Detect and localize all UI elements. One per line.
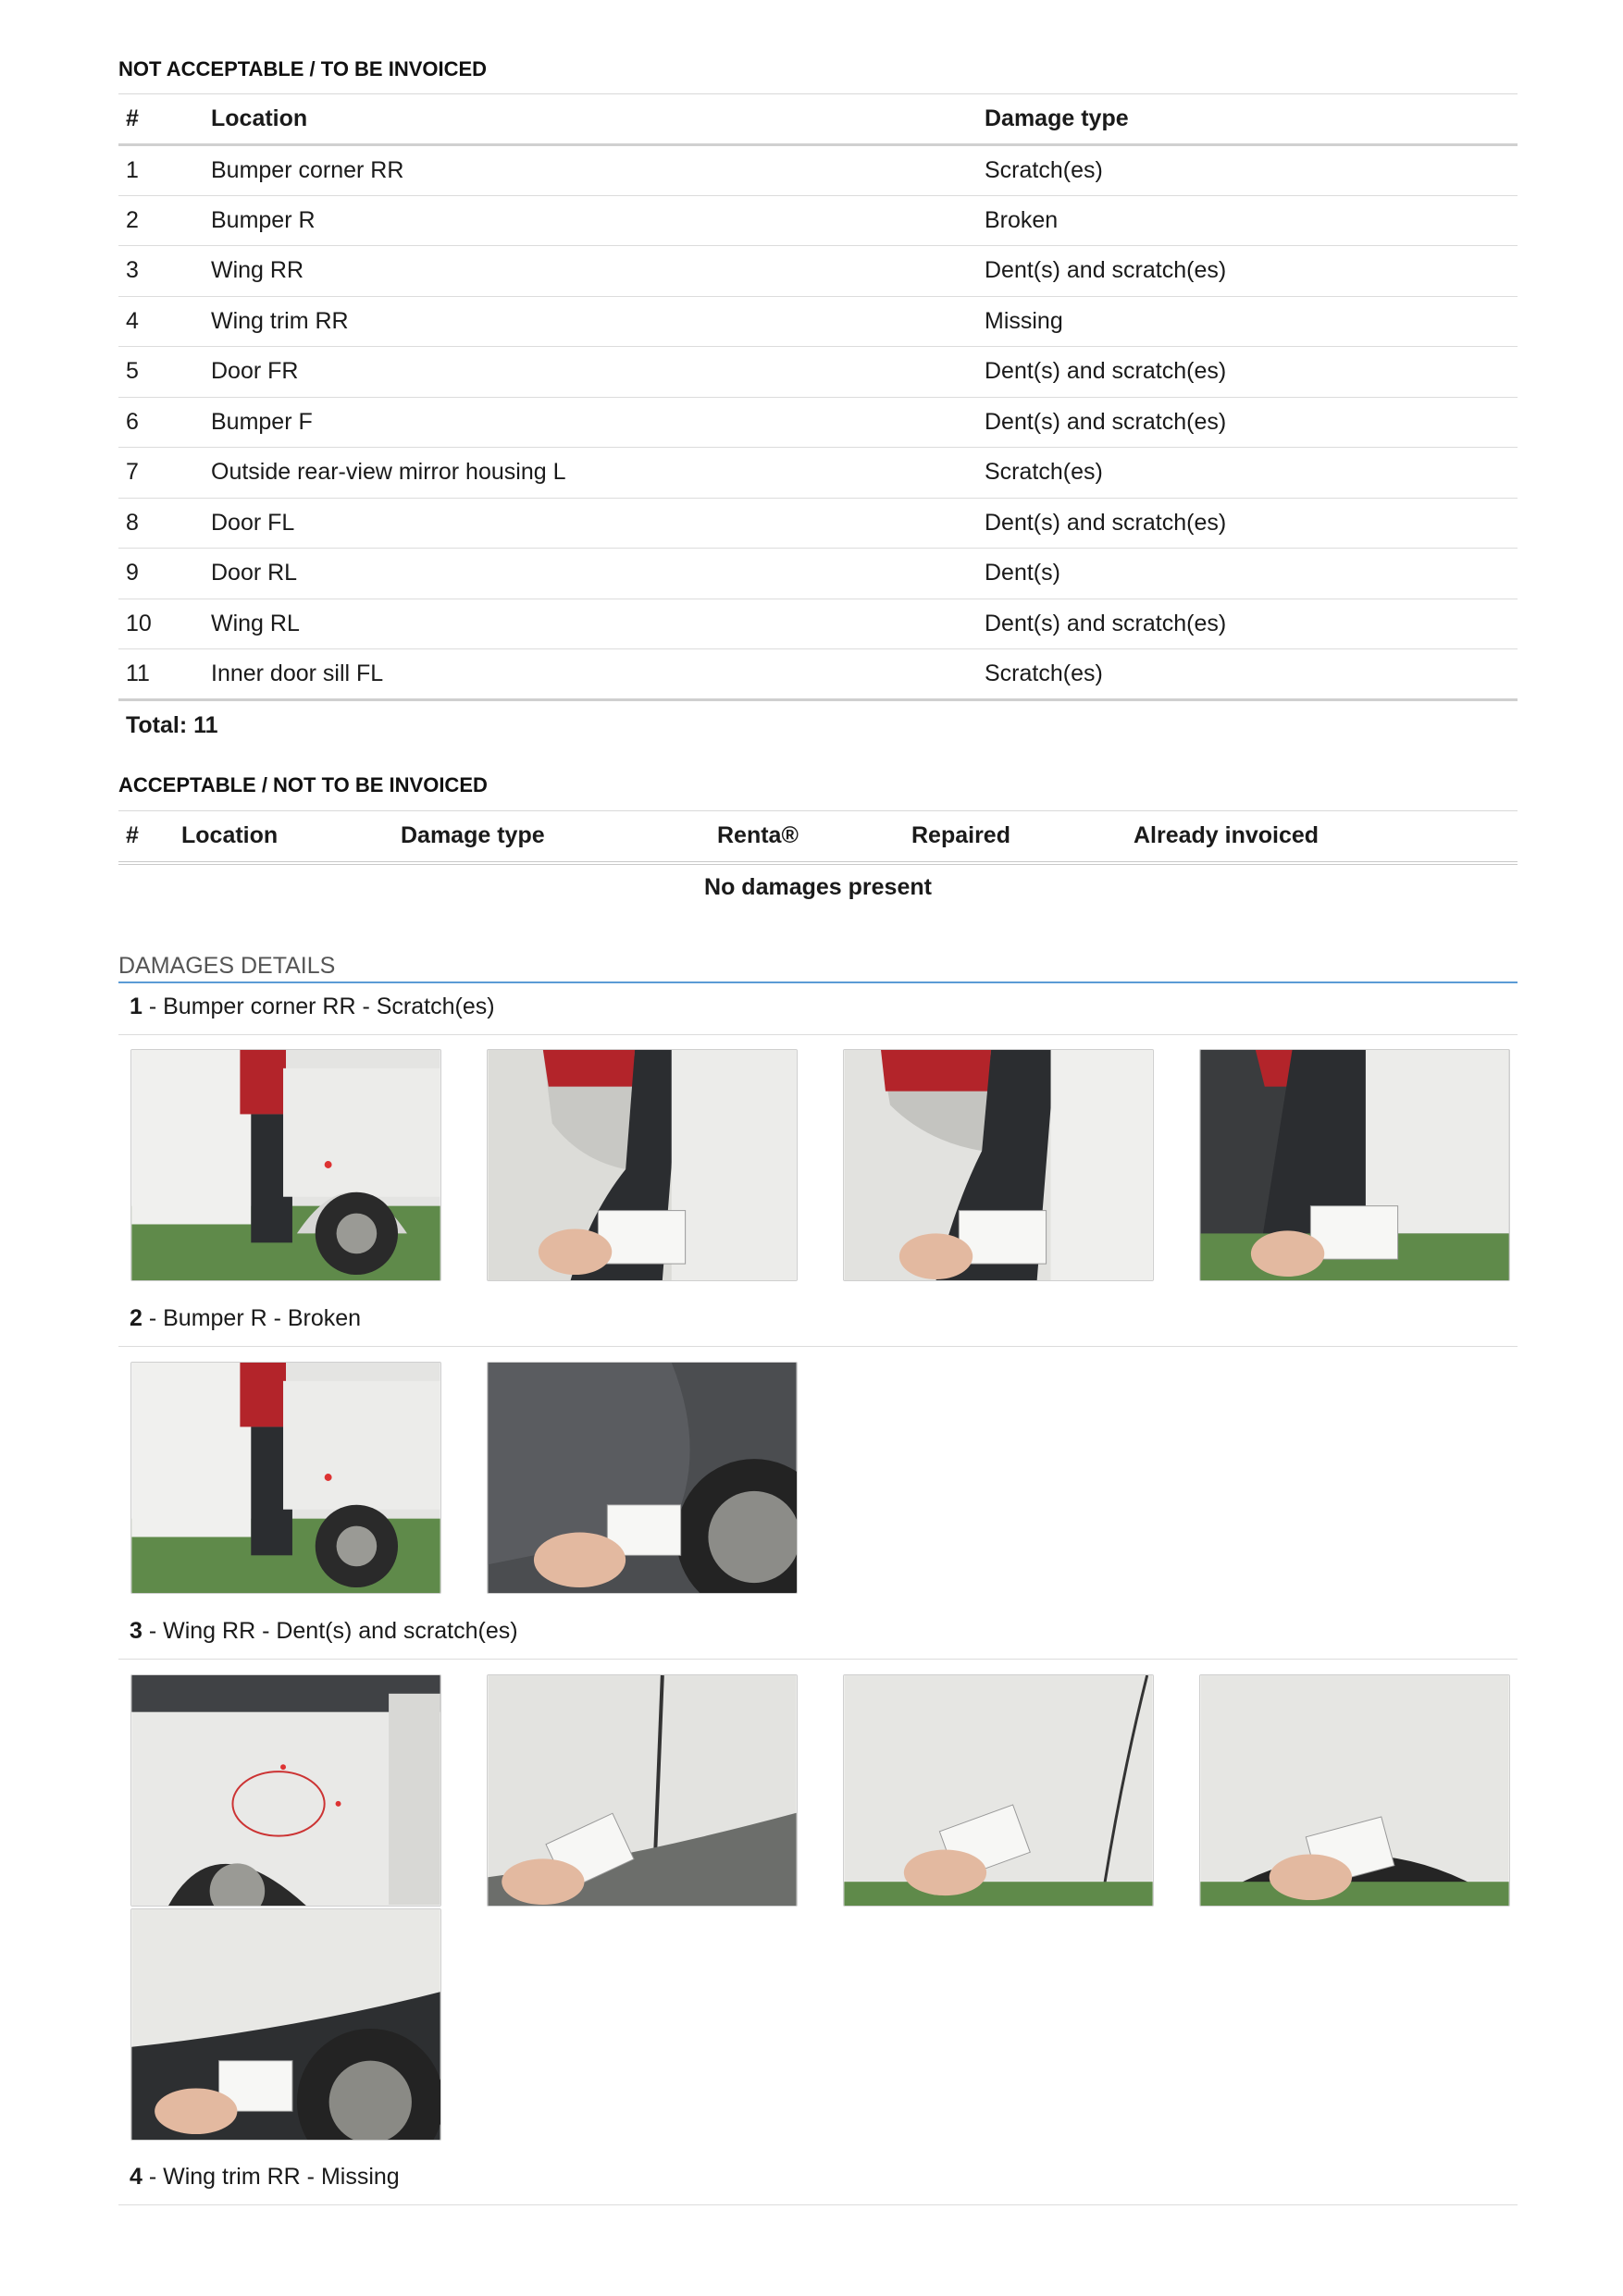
table-row	[118, 448, 1518, 499]
cell-location: Inner door sill FL	[204, 649, 977, 700]
cell-location: Outside rear-view mirror housing L	[204, 448, 977, 499]
cell-damage-type: Dent(s) and scratch(es)	[977, 397, 1518, 448]
cell-number: 7	[118, 448, 204, 499]
table-row	[118, 347, 1518, 398]
damage-3-photo-closeup-2[interactable]	[843, 1674, 1154, 1907]
column-header-repaired: Repaired	[904, 811, 1126, 863]
cell-number: 10	[118, 599, 204, 649]
cell-damage-type: Broken	[977, 195, 1518, 246]
table-row	[118, 649, 1518, 700]
invoiced-damages-body	[118, 145, 1518, 700]
table-header-row	[118, 94, 1518, 145]
damages-details-title: DAMAGES DETAILS	[118, 953, 1518, 983]
cell-location: Bumper F	[204, 397, 977, 448]
wing-scratch-closeup-image	[844, 1675, 1153, 1906]
section-title-not-acceptable: NOT ACCEPTABLE / TO BE INVOICED	[118, 57, 488, 80]
cell-location: Wing RR	[204, 246, 977, 297]
van-side-overview-image	[131, 1675, 440, 1906]
acceptable-damages-table	[118, 810, 1518, 911]
table-header-row	[118, 811, 1518, 863]
damage-label: - Wing trim RR - Missing	[142, 2164, 400, 2190]
damage-3-photo-overview[interactable]	[130, 1674, 441, 1907]
damage-3-photo-closeup-3[interactable]	[1199, 1674, 1510, 1907]
damage-heading-3	[130, 1618, 518, 1645]
cell-damage-type: Dent(s)	[977, 549, 1518, 599]
cell-damage-type: Scratch(es)	[977, 649, 1518, 700]
cell-damage-type: Scratch(es)	[977, 145, 1518, 196]
cell-location: Bumper R	[204, 195, 977, 246]
cell-location: Door RL	[204, 549, 977, 599]
damage-2-photo-closeup[interactable]	[487, 1362, 798, 1594]
total-count: Total: 11	[126, 712, 218, 738]
cell-number: 5	[118, 347, 204, 398]
cell-number: 4	[118, 296, 204, 347]
damage-1-photo-closeup-2[interactable]	[843, 1049, 1154, 1281]
cell-number: 3	[118, 246, 204, 297]
bumper-corner-closeup-image	[1200, 1050, 1509, 1280]
cell-number: 8	[118, 498, 204, 549]
cell-damage-type: Dent(s) and scratch(es)	[977, 246, 1518, 297]
cell-number: 2	[118, 195, 204, 246]
van-rear-overview-image	[131, 1050, 440, 1280]
table-row	[118, 498, 1518, 549]
cell-damage-type: Dent(s) and scratch(es)	[977, 498, 1518, 549]
table-row	[118, 549, 1518, 599]
damage-2-photo-overview[interactable]	[130, 1362, 441, 1594]
damage-label: - Bumper corner RR - Scratch(es)	[142, 994, 495, 1019]
table-row	[118, 397, 1518, 448]
cell-location: Door FR	[204, 347, 977, 398]
empty-row	[118, 863, 1518, 911]
cell-number: 1	[118, 145, 204, 196]
table-row	[118, 145, 1518, 196]
wing-dent-closeup-image	[488, 1675, 797, 1906]
cell-location: Wing RL	[204, 599, 977, 649]
cell-number: 9	[118, 549, 204, 599]
damage-3-photo-closeup-4[interactable]	[130, 1908, 441, 2141]
column-header-already-invoiced: Already invoiced	[1126, 811, 1518, 863]
column-header-location: Location	[204, 94, 977, 145]
cell-number: 6	[118, 397, 204, 448]
column-header-damage-type: Damage type	[393, 811, 710, 863]
column-header-damage-type: Damage type	[977, 94, 1518, 145]
cell-damage-type: Dent(s) and scratch(es)	[977, 347, 1518, 398]
cell-location: Door FL	[204, 498, 977, 549]
cell-location: Bumper corner RR	[204, 145, 977, 196]
damage-number: 2	[130, 1305, 142, 1331]
cell-number: 11	[118, 649, 204, 700]
wing-arch-closeup-image	[1200, 1675, 1509, 1906]
broken-bumper-closeup-image	[488, 1363, 797, 1593]
divider	[118, 1346, 1518, 1347]
cell-damage-type: Dent(s) and scratch(es)	[977, 599, 1518, 649]
column-header-location: Location	[174, 811, 393, 863]
taillight-closeup-image	[488, 1050, 797, 1280]
divider	[118, 2204, 1518, 2205]
invoiced-damages-table	[118, 93, 1518, 701]
damage-heading-2	[130, 1305, 361, 1332]
table-row	[118, 599, 1518, 649]
table-row	[118, 195, 1518, 246]
cell-location: Wing trim RR	[204, 296, 977, 347]
wing-lower-closeup-image	[131, 1909, 440, 2140]
van-rear-overview-image	[131, 1363, 440, 1593]
no-damages-message: No damages present	[704, 874, 932, 900]
damage-heading-1	[130, 994, 495, 1020]
table-row	[118, 246, 1518, 297]
divider	[118, 1659, 1518, 1660]
column-header-renta: Renta®	[710, 811, 904, 863]
damage-label: - Bumper R - Broken	[142, 1305, 362, 1331]
cell-damage-type: Scratch(es)	[977, 448, 1518, 499]
bumper-corner-closeup-image	[844, 1050, 1153, 1280]
damage-1-photo-overview[interactable]	[130, 1049, 441, 1281]
damage-3-photo-closeup-1[interactable]	[487, 1674, 798, 1907]
section-title-acceptable: ACCEPTABLE / NOT TO BE INVOICED	[118, 773, 488, 796]
table-row	[118, 296, 1518, 347]
damage-number: 4	[130, 2164, 142, 2190]
damage-1-photo-closeup-3[interactable]	[1199, 1049, 1510, 1281]
cell-damage-type: Missing	[977, 296, 1518, 347]
damage-heading-4	[130, 2164, 400, 2191]
damage-label: - Wing RR - Dent(s) and scratch(es)	[142, 1618, 518, 1644]
damage-1-photo-closeup-1[interactable]	[487, 1049, 798, 1281]
column-header-number: #	[118, 811, 174, 863]
column-header-number: #	[118, 94, 204, 145]
divider	[118, 1034, 1518, 1035]
damage-number: 1	[130, 994, 142, 1019]
damage-number: 3	[130, 1618, 142, 1644]
